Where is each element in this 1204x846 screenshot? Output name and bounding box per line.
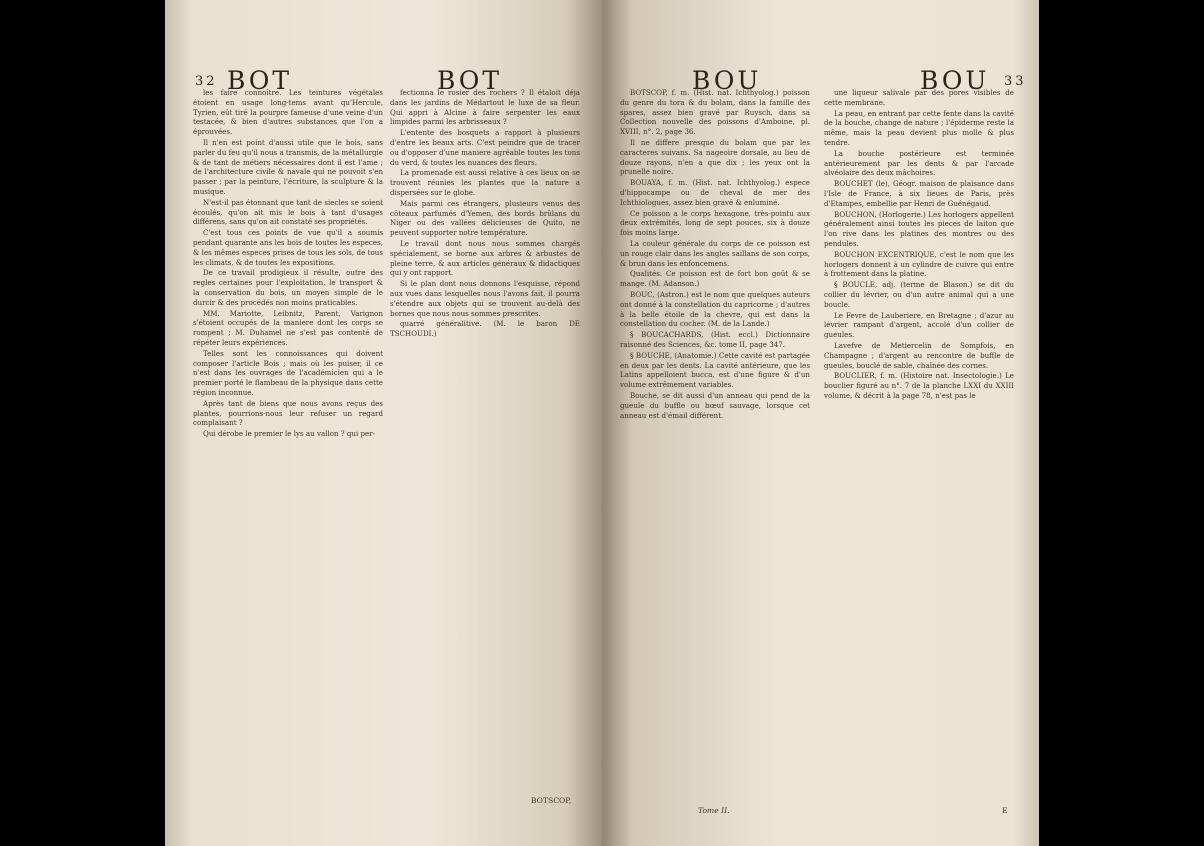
signature-mark: E xyxy=(1002,806,1008,815)
paragraph: La promenade est aussi relative à ces lieux on se trouvent réunies les plantes que la nature a dispersées sur le globe. xyxy=(390,168,580,197)
right-column-1 xyxy=(620,88,810,421)
paragraph: fectionna le rosier des rochers ? Il étaloit déja dans les jardins de Médartout le luxe de sa fleur. Qui appri à Alcine à faire serpenter les eaux limpides parmi les arbrisseaux ? xyxy=(390,88,580,127)
left-headword-2: BOT xyxy=(437,66,503,95)
paragraph: L'entente des bosquets a rapport à plusieurs d'entre les beaux arts. C'est peindre que de tracer ou d'opposer d'une maniere agréable toutes les tons du verd, & toutes les nuances des fleurs. xyxy=(390,128,580,167)
right-headword-1: BOU xyxy=(692,66,762,95)
paragraph: BOUC, (Astron.) est le nom que quelques auteurs ont donné à la constellation du capricorne ; d'autres à la belle étoile de la chevre, qui est dans la constellation du cocher. (M. de la Lande.) xyxy=(620,289,810,329)
paragraph: MM. Mariotte, Leibnitz, Parent, Varignon s'étoient occupés de la maniere dont les corps se rompent ; M. Duhamel ne s'est pas contenté de répéter leurs expériences. xyxy=(193,308,383,347)
right-page-number: 33 xyxy=(1004,74,1027,89)
paragraph: Après tant de biens que nous avons reçus des plantes, pourrions-nous leur refuser un regard complaisant ? xyxy=(193,398,383,428)
paragraph: une liqueur salivale par des pores visibles de cette membrane. xyxy=(824,88,1014,107)
paragraph: § BOUCHE, (Anatomie.) Cette cavité est partagée en deux par les dents. La cavité antérieure, que les Latins appelloient bucca, est d'une figure & d'un volume extrêmement variables. xyxy=(620,350,810,390)
left-page xyxy=(165,0,602,846)
left-headword-1: BOT xyxy=(227,66,293,95)
paragraph: Si le plan dont nous donnons l'esquisse, répond aux vues dans lesquelles nous l'avons fait, il pourra s'étendre aux objets qui se trouvent au-delà des bornes que nous nous sommes prescrites. xyxy=(390,279,580,318)
paragraph: BOUCHON EXCENTRIQUE, c'est le nom que les horlogers donnent à un cylindre de cuivre qui entre à frottement dans la platine. xyxy=(824,249,1014,279)
paragraph: § BOUCACHARDS, (Hist. eccl.) Dictionnaire raisonné des Sciences, &c. tome II, page 347. xyxy=(620,330,810,349)
left-column-2 xyxy=(390,88,580,340)
left-catchword: BOTSCOP, xyxy=(531,796,572,805)
paragraph: De ce travail prodigieux il résulte, outre des regles certaines pour l'exploitation, le transport & la conservation du bois, un moyen simple de le durcir & des procédés non moins praticables. xyxy=(193,268,383,307)
paragraph: BOUCLIER, f. m. (Histoire nat. Insectologie.) Le bouclier figuré au n°. 7 de la planche LXXI du XXIII volume, & décrit à la page 78, n'est pas le xyxy=(824,371,1014,400)
paragraph: BOUAYA, f. m. (Hist. nat. Ichthyolog.) espece d'hippocampe ou de cheval de mer des Ichthiologues, assez bien gravé & enluminé. xyxy=(620,178,810,207)
paragraph: Telles sont les connoissances qui doivent composer l'article Bois ; mais où les puiser, il ce n'est dans les ouvrages de l'académicien qui a le premier porté le flambeau de la physique dans cette région inconnue. xyxy=(193,348,383,397)
paragraph: Qualités. Ce poisson est de fort bon goût & se mange. (M. Adanson.) xyxy=(620,269,810,289)
paragraph: Ce poisson a le corps hexagone, très-pointu aux deux extrémités, long de sept pouces, six à douze fois moins large. xyxy=(620,208,810,238)
paragraph: les faire connoître. Les teintures végétales étoient en usage long-tems avant qu'Hercule, Tyrien, eût tiré la pourpre fameuse d'une veine d'un testacée, & bien d'autres substances que l'on a éprouvées. xyxy=(193,88,383,137)
paragraph: Qui dérobe le premier le lys au vallon ? qui per- xyxy=(203,429,376,439)
paragraph: La peau, en entrant par cette fente dans la cavité de la bouche, change de nature ; l'épiderme reste la même, mais la peau devient plus molle & plus tendre. xyxy=(824,108,1014,147)
paragraph: Lavefve de Metiercelin de Sompfois, en Champagne ; d'argent au rencontre de buffle de gueules, bouclé de sable, chaînée des cornes. xyxy=(824,340,1014,370)
paragraph: La bouche postérieure est terminée antérieurement par les dents & par l'arcade alvéolaire des deux mâchoires. xyxy=(824,148,1014,178)
paragraph: La couleur générale du corps de ce poisson est un rouge clair dans les angles saillans de son corps, & brun dans les enfoncemens. xyxy=(620,238,810,268)
paragraph: C'est tous ces points de vue qu'il a soumis pendant quarante ans les bois de toutes les especes, & les mêmes especes prises de tous les sols, de tous les climats, & de toutes les expositions. xyxy=(193,228,383,267)
paragraph: § BOUCLE, adj. (terme de Blason.) se dit du collier du lévrier, ou d'un autre animal qui a une boucle. xyxy=(824,280,1014,309)
paragraph: BOUCHET (le), Géogr. maison de plaisance dans l'Isle de France, à six lieues de Paris, près d'Etampes, embellie par Henri de Guénégaud. xyxy=(824,179,1014,208)
paragraph: Il ne differe presque du bolam que par les caracteres suivans. Sa nageoire dorsale, au lieu de douze rayons, n'en a que dix ; les yeux ont la prunelle noire. xyxy=(620,137,810,177)
paragraph: quarré généralitive. (M. le baron DE TSCHOUDI.) xyxy=(390,319,580,339)
paragraph: Le travail dont nous nous sommes chargés spécialement, se borne aux arbres & arbustes de pleine terre, & aux articles généraux & didactiques qui y ont rapport. xyxy=(390,238,580,278)
left-page-number: 32 xyxy=(195,74,218,89)
paragraph: BOTSCOP, f. m. (Hist. nat. Ichthyolog.) poisson du genre du tora & du bolam, dans la famille des spares, assez bien gravé par Ruysch, dans sa Collection nouvelle des poissons d'Amboine, pl. XVIII, n°. 2, page 36. xyxy=(620,88,810,137)
paragraph: N'est-il pas étonnant que tant de siecles se soient écoulés, qu'on ait mis le bois à tant d'usages différens, sans qu'on ait constaté ses propriétés. xyxy=(193,197,383,227)
right-headword-2: BOU xyxy=(920,66,990,95)
paragraph: Bouche, se dit aussi d'un anneau qui pend de la gueule du buffle ou bœuf sauvage, lorsque cet anneau est d'émail différent. xyxy=(620,390,810,420)
paragraph: BOUCHON, (Horlogerie.) Les horlogers appellent généralement ainsi toutes les pieces de laiton que l'on rive dans les platines des montres ou des pendules. xyxy=(824,209,1014,248)
right-column-2 xyxy=(824,88,1014,402)
volume-footer: Tome II. xyxy=(698,806,730,815)
right-page xyxy=(602,0,1039,846)
left-column-1 xyxy=(193,88,383,440)
paragraph: Il n'en est point d'aussi utile que le bois, sans parler du feu qu'il nous a transmis, de la métallurgie & de tant de métiers nécessaires dont il est l'ame ; de l'architecture civile & navale qui ne pouvoit s'en passer ; par la peinture, l'écriture, la sculpture & la musique. xyxy=(193,137,384,196)
paragraph: Le Fevre de Lauberiere, en Bretagne ; d'azur au lévrier rampant d'argent, accolé d'un collier de gueules. xyxy=(824,310,1014,340)
paragraph: Mais parmi ces étrangers, plusieurs venus des côteaux parfumés d'Yemen, des bords brûlans du Niger ou des vallées délicieuses de Quito, ne peuvent supporter notre température. xyxy=(390,198,580,238)
